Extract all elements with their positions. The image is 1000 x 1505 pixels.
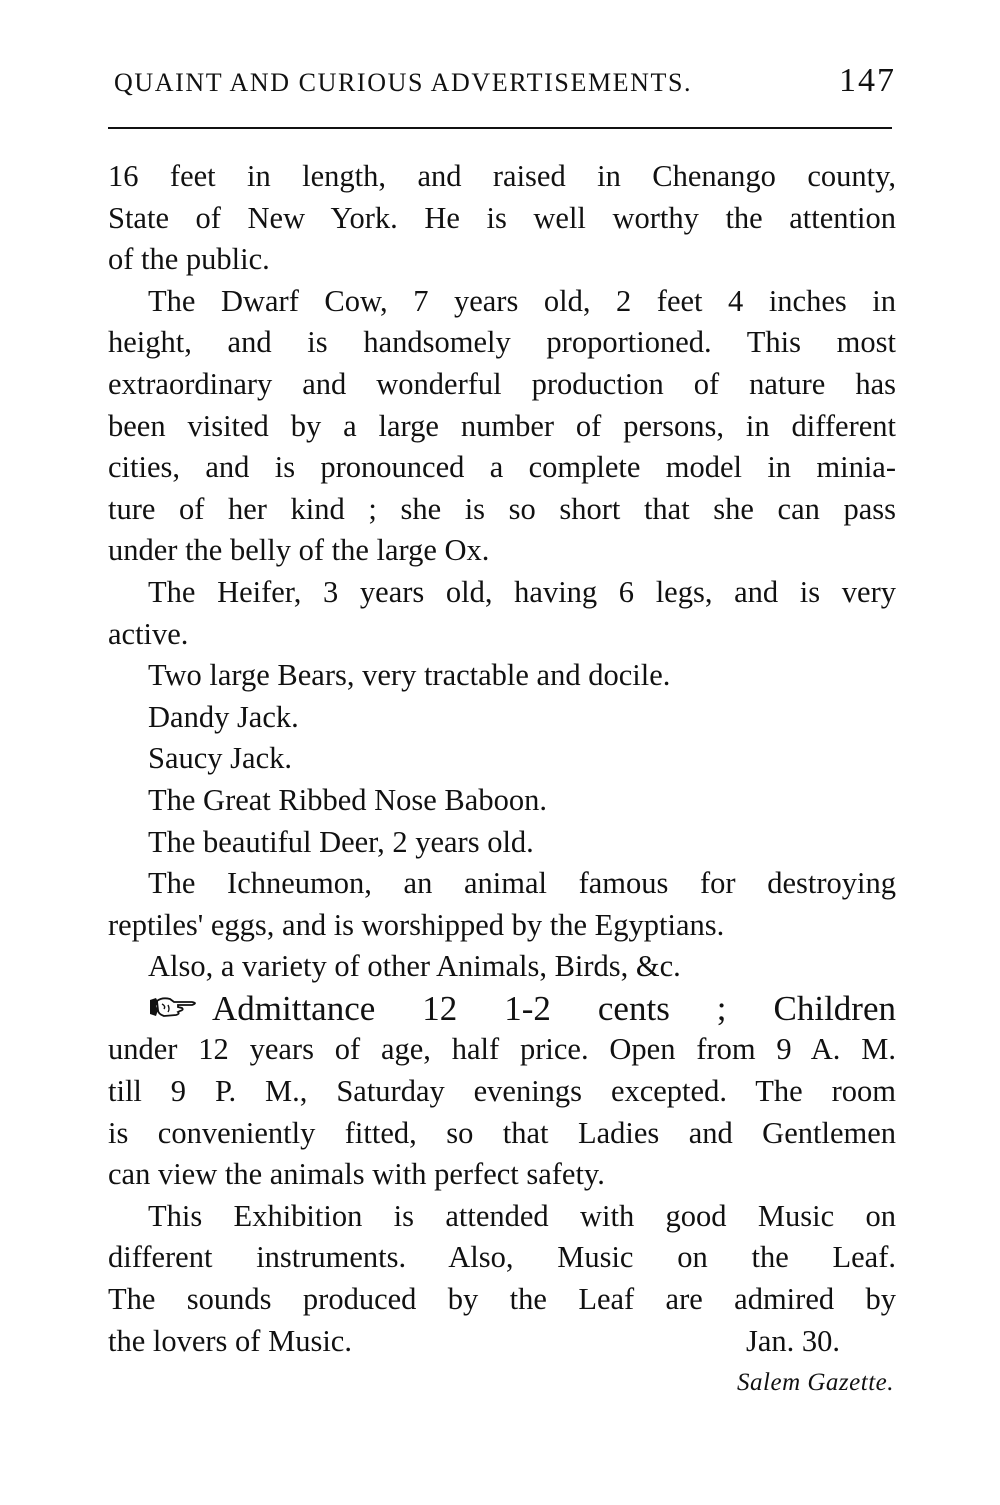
text-line: under the belly of the large Ox. [108,533,490,568]
text-line: is conveniently fitted, so that Ladies and Gentlemen [108,1115,896,1150]
text-line: extraordinary and wonderful production of nature has [108,366,896,401]
paragraph-dandy-jack: Dandy Jack. [148,699,299,734]
text-line: can view the animals with perfect safety. [108,1157,605,1192]
text-line: 16 feet in length, and raised in Chenango county, [108,159,896,193]
text-line: This Exhibition is attended with good Music on [148,1198,896,1233]
text-line: of the public. [108,242,270,277]
body-text [108,156,896,1404]
paragraph-bears: Two large Bears, very tractable and docile. [148,658,671,693]
pointing-hand-icon [148,996,200,1018]
advert-date: Jan. 30. [746,1323,841,1358]
text-line: The sounds produced by the Leaf are admired by [108,1282,896,1317]
paragraph-baboon: The Great Ribbed Nose Baboon. [148,782,547,817]
text-line: been visited by a large number of persons, in different [108,408,896,443]
paragraph-admittance [108,988,896,1196]
text-line: The Ichneumon, an animal famous for destroying [148,866,896,901]
header-rule [108,127,892,129]
text-line: The Heifer, 3 years old, having 6 legs, and is very [148,574,896,609]
paragraph-ox-continued [108,156,896,281]
paragraph-dwarf-cow [108,281,896,572]
paragraph-deer: The beautiful Deer, 2 years old. [148,824,534,859]
text-line: active. [108,616,189,651]
text-line: ture of her kind ; she is so short that she can pass [108,491,896,526]
paragraph-heifer [108,572,896,655]
paragraph-ichneumon [108,863,896,946]
text-line: State of New York. He is well worthy the attention [108,200,896,235]
paragraph-saucy-jack: Saucy Jack. [148,741,292,776]
text-line: under 12 years of age, half price. Open from 9 A. M. [108,1032,896,1067]
page-number: 147 [839,62,896,99]
admittance-line [108,988,896,1030]
paragraph-other-animals: Also, a variety of other Animals, Birds, &c. [148,949,681,984]
text-line: reptiles' eggs, and is worshipped by the Egyptians. [108,907,725,942]
paragraph-music [108,1196,896,1362]
text-line: the lovers of Music. [108,1323,352,1358]
text-line: height, and is handsomely proportioned. This most [108,325,896,360]
text-line: different instruments. Also, Music on the Leaf. [108,1240,896,1275]
running-title: QUAINT AND CURIOUS ADVERTISEMENTS. [114,68,693,97]
admittance-text: Admittance 12 1-2 cents ; Children [212,988,896,1028]
text-line: cities, and is pronounced a complete model in minia- [108,450,896,485]
text-line: till 9 P. M., Saturday evenings excepted. The room [108,1074,896,1109]
source-citation: Salem Gazette. [737,1369,894,1397]
closing-line [108,1321,896,1363]
page-header [108,62,896,106]
text-line: The Dwarf Cow, 7 years old, 2 feet 4 inches in [148,283,896,318]
